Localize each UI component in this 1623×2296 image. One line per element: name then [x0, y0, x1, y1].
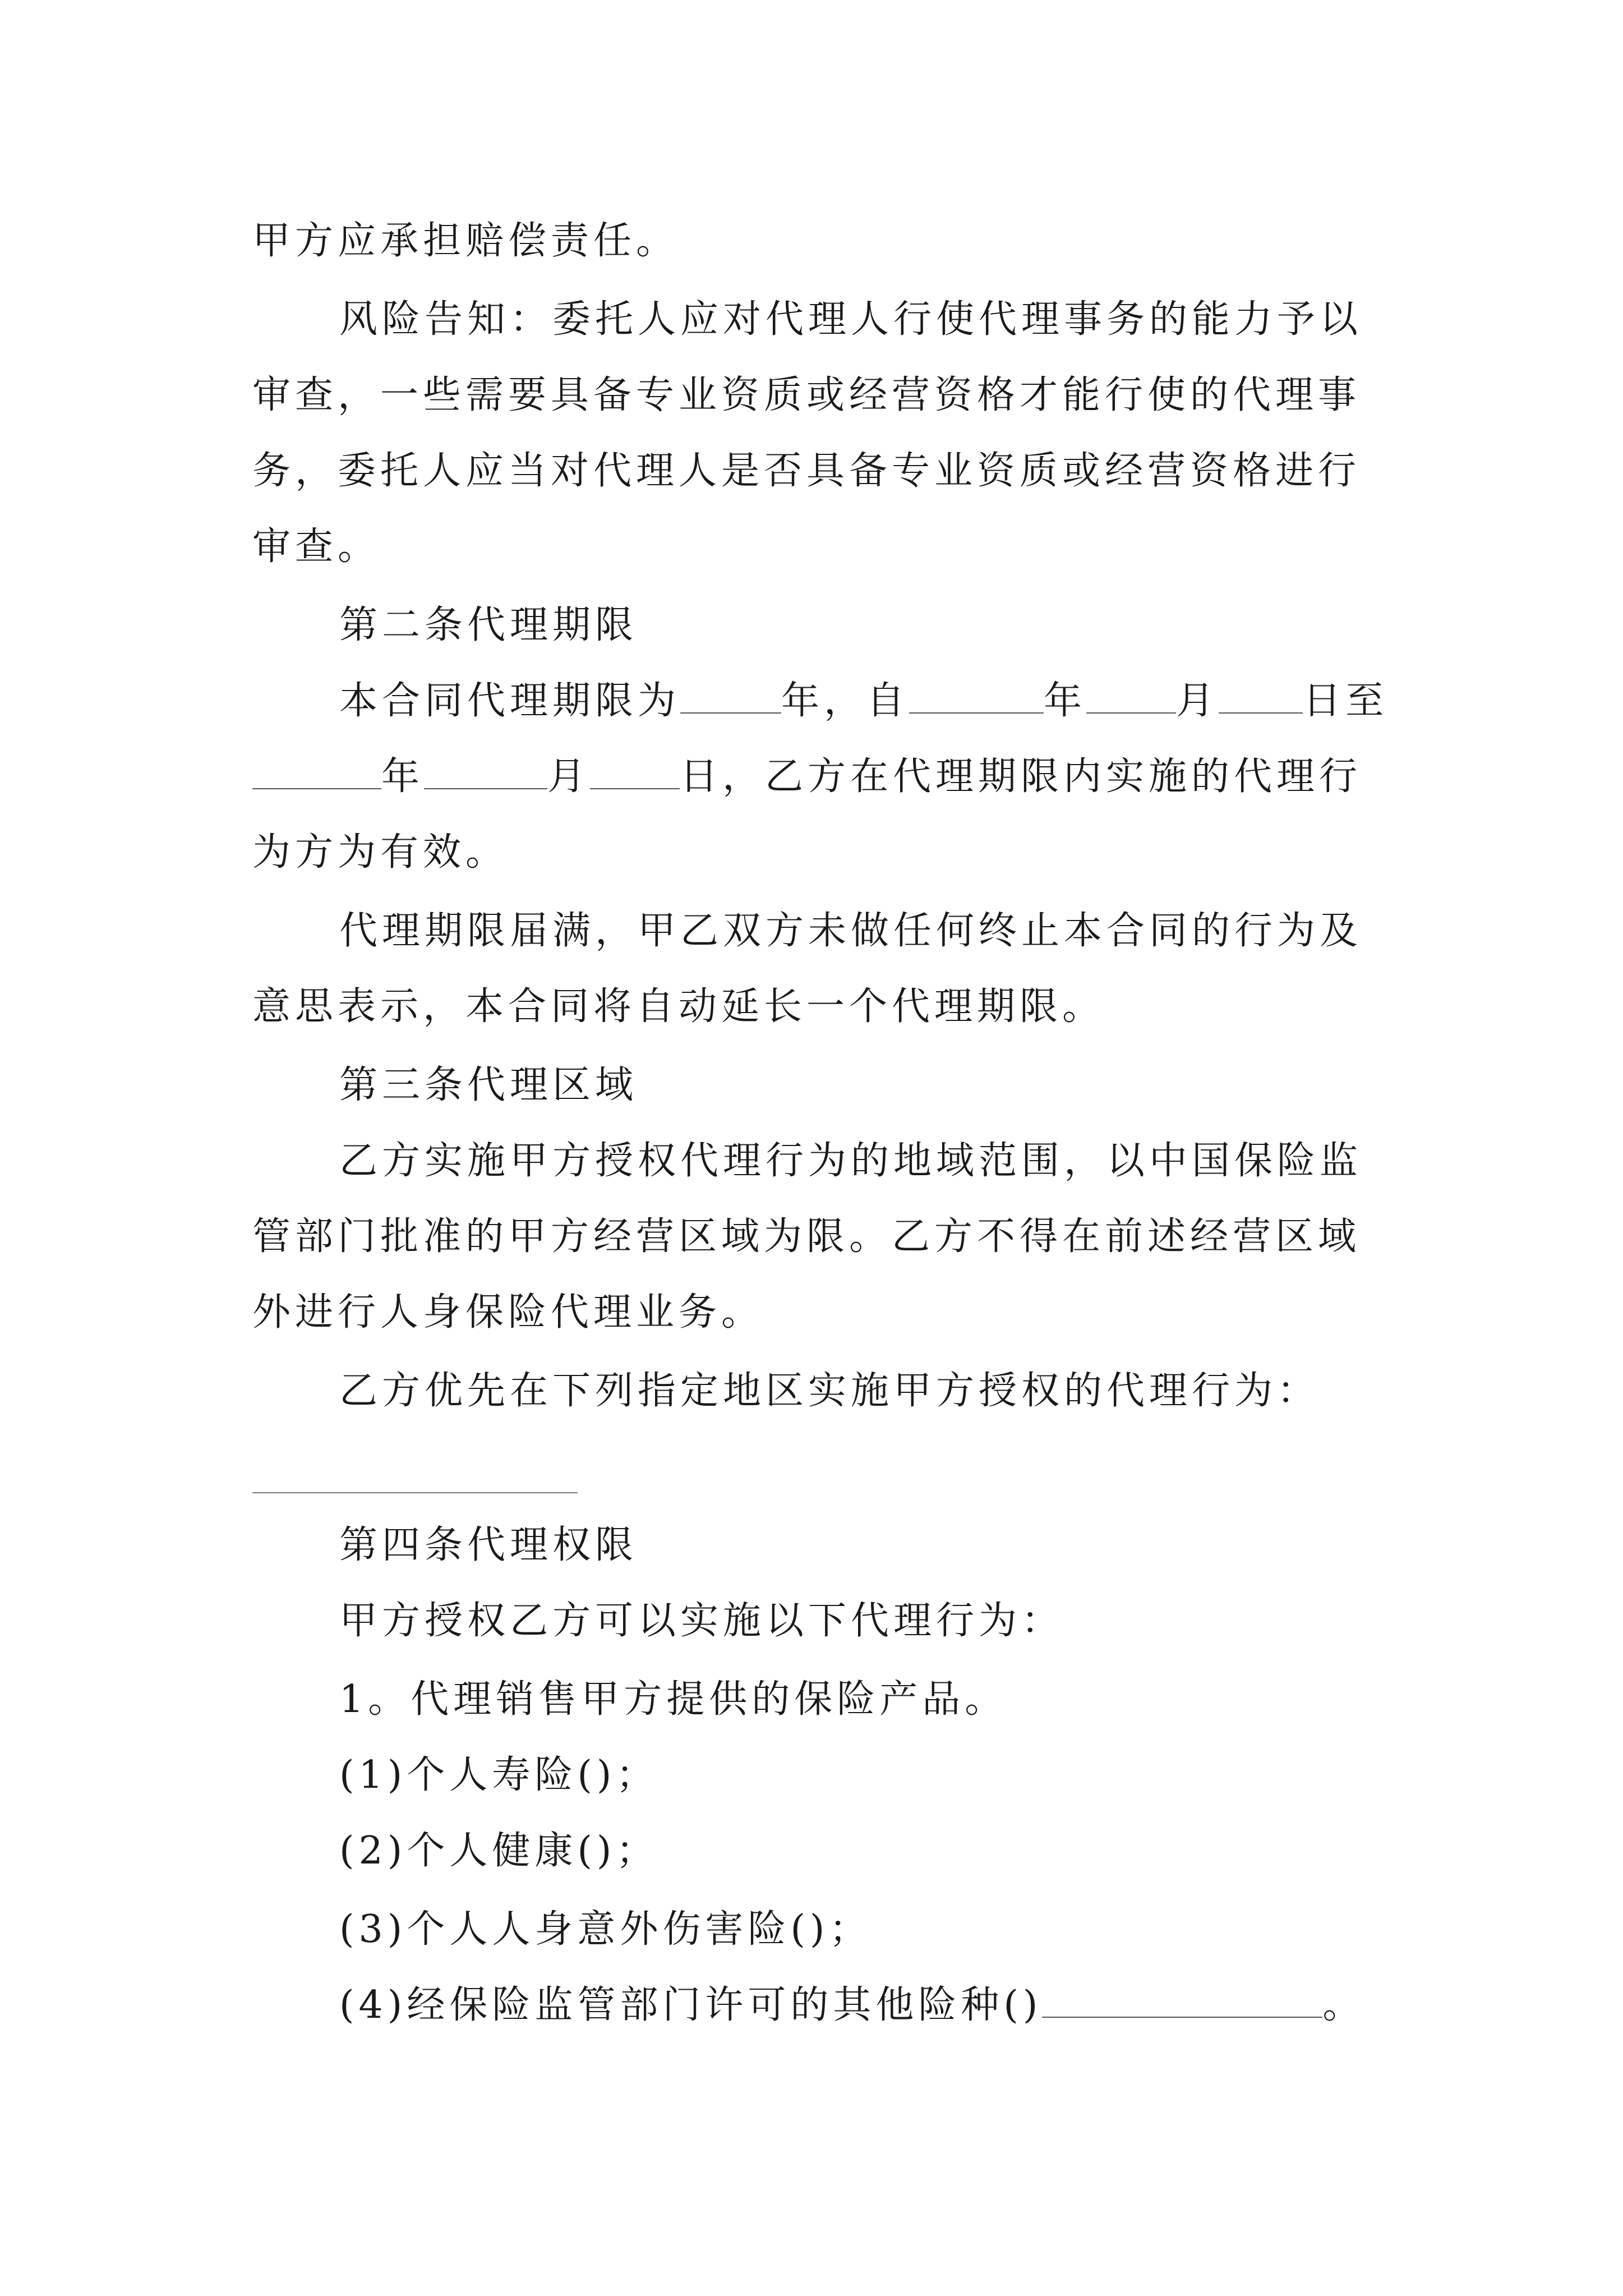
term-mid-1: 年，自 — [781, 679, 910, 723]
term-line-2 — [252, 752, 1362, 802]
risk-notice-line-1: 风险告知：委托人应对代理人行使代理事务的能力予以 — [339, 297, 1363, 342]
risk-notice-line-3: 务，委托人应当对代理人是否具备专业资质或经营资格进行 — [252, 449, 1361, 493]
sub-item-4 — [339, 1980, 1365, 2031]
risk-notice-line-4: 审查。 — [252, 524, 381, 569]
article-3-heading: 第三条代理区域 — [339, 1063, 638, 1107]
start-day-blank[interactable] — [1219, 679, 1303, 714]
risk-notice-line-2: 审查，一些需要具备专业资质或经营资格才能行使的代理事 — [252, 373, 1361, 417]
sub-item-4-text: (4)经保险监管部门许可的其他险种() — [339, 1983, 1043, 2027]
end-year-label: 年 — [381, 754, 425, 799]
term-day-to-label: 日至 — [1303, 679, 1389, 723]
end-month-blank[interactable] — [424, 754, 547, 789]
term-line-3: 为方为有效。 — [252, 830, 509, 875]
authorization-intro: 甲方授权乙方可以实施以下代理行为： — [339, 1599, 1064, 1643]
scope-line-1: 乙方实施甲方授权代理行为的地域范围，以中国保险监 — [339, 1139, 1363, 1183]
start-month-blank[interactable] — [1086, 679, 1176, 714]
article-4-heading: 第四条代理权限 — [339, 1523, 638, 1567]
sub-item-1: (1)个人寿险()； — [339, 1753, 659, 1797]
item-1: 1。代理销售甲方提供的保险产品。 — [339, 1677, 1008, 1722]
priority-region-line: 乙方优先在下列指定地区实施甲方授权的代理行为： — [339, 1369, 1320, 1413]
sub-item-2: (2)个人健康()； — [339, 1829, 659, 1873]
scope-line-3: 外进行人身保险代理业务。 — [252, 1290, 764, 1335]
other-insurance-blank[interactable] — [1042, 1983, 1322, 2018]
term-years-blank[interactable] — [680, 679, 781, 714]
sub-item-3: (3)个人人身意外伤害险()； — [339, 1907, 872, 1952]
end-month-label: 月 — [547, 754, 591, 799]
end-day-blank[interactable] — [590, 754, 680, 789]
renewal-line-2: 意思表示，本合同将自动延长一个代理期限。 — [252, 984, 1105, 1029]
start-year-blank[interactable] — [909, 679, 1044, 714]
liability-line: 甲方应承担赔偿责任。 — [252, 219, 679, 263]
renewal-line-1: 代理期限届满，甲乙双方未做任何终止本合同的行为及 — [339, 909, 1363, 953]
region-blank-line[interactable] — [252, 1492, 578, 1493]
scope-line-2: 管部门批准的甲方经营区域为限。乙方不得在前述经营区域 — [252, 1214, 1361, 1259]
article-2-heading: 第二条代理期限 — [339, 603, 638, 647]
end-day-rest: 日，乙方在代理期限内实施的代理行 — [680, 754, 1362, 799]
term-month-label: 月 — [1176, 679, 1219, 723]
term-prefix: 本合同代理期限为 — [339, 679, 681, 723]
term-line-1 — [339, 676, 1388, 726]
term-year-label: 年 — [1044, 679, 1087, 723]
end-year-blank[interactable] — [252, 754, 381, 789]
sub-item-4-end: 。 — [1322, 1983, 1366, 2027]
